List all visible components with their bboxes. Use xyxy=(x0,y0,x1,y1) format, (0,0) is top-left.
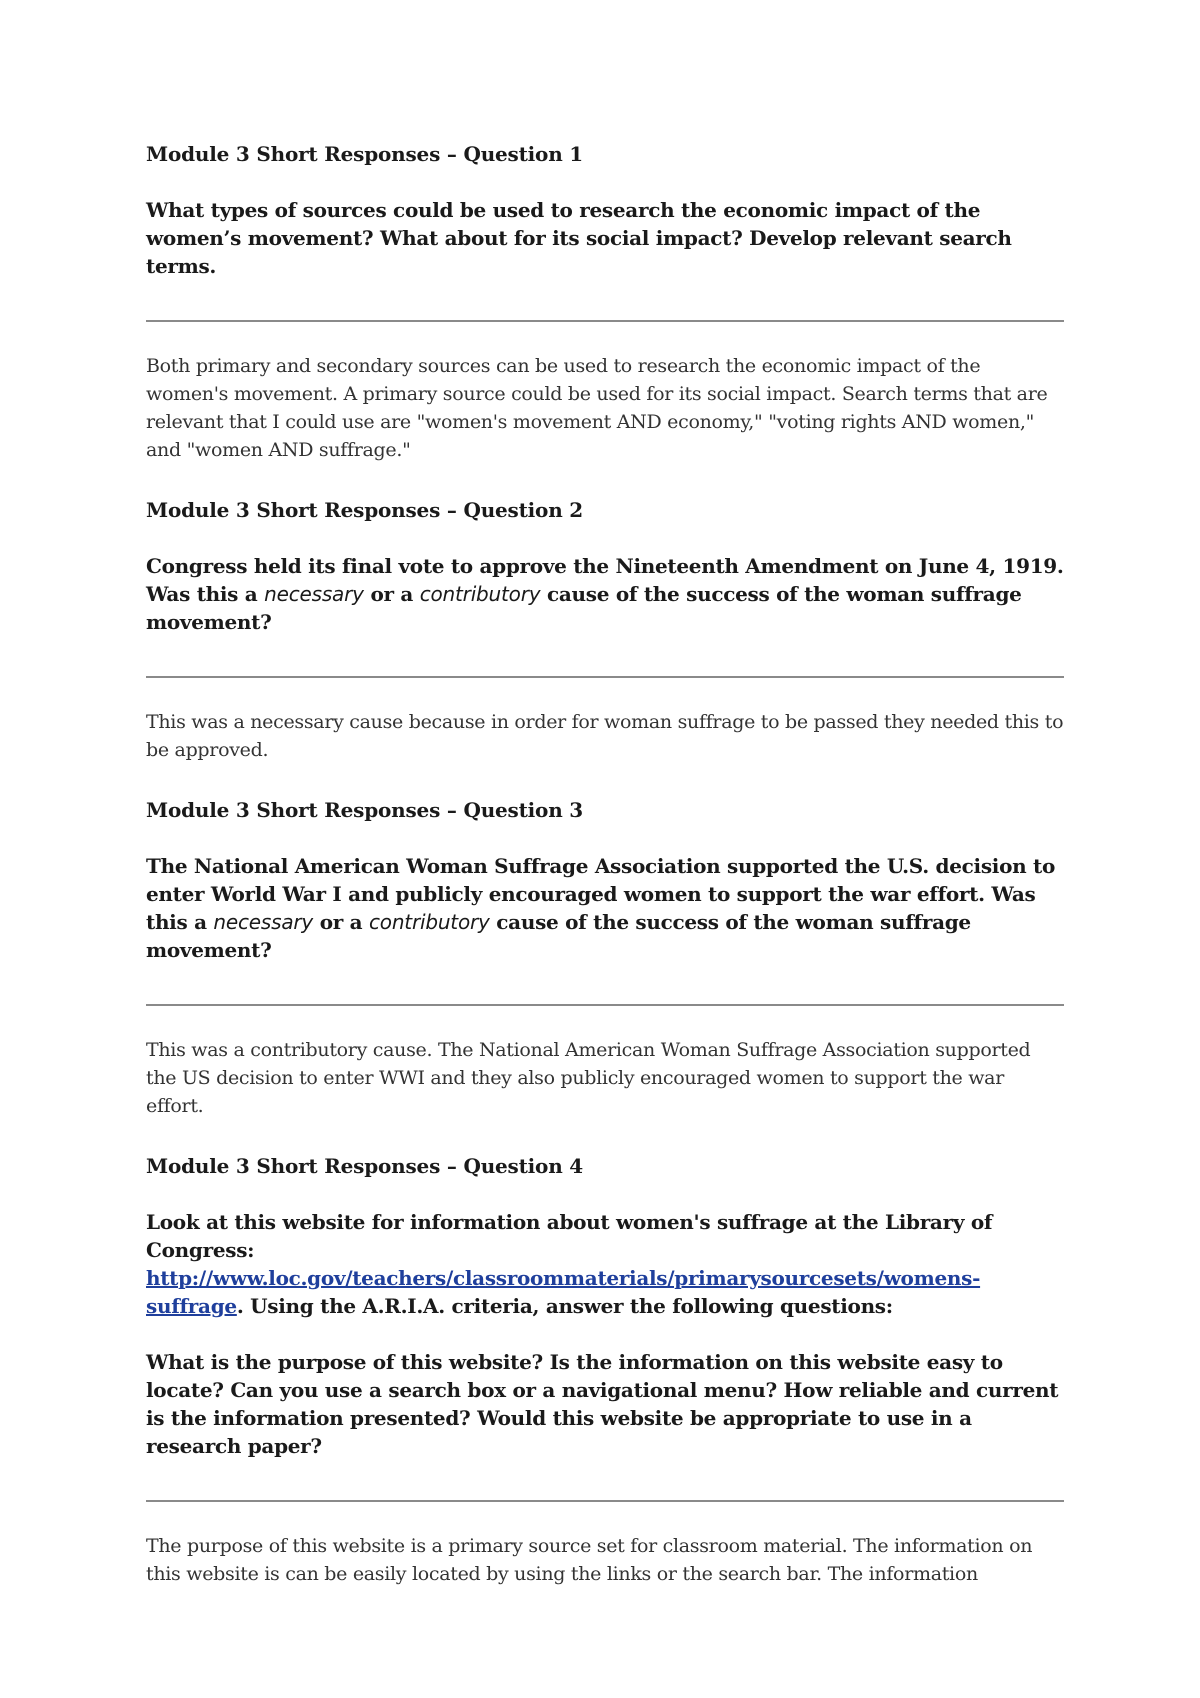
question-4-aria-questions: What is the purpose of this website? Is the information on this website easy to locate? Can you use a search box or a navigational menu? How reliable and current is the information presented? Would this website be appropriate to use in a research paper? xyxy=(146,1350,1059,1458)
question-3-contributory-term: contributory xyxy=(369,910,490,934)
question-3-prompt-text-3: cause of the success of the woman suffrage movement? xyxy=(146,910,971,962)
question-4-prompt xyxy=(146,1208,1064,1320)
question-2-prompt-text-2: or a xyxy=(363,582,420,606)
question-2-heading: Module 3 Short Responses – Question 2 xyxy=(146,498,584,522)
question-4-heading: Module 3 Short Responses – Question 4 xyxy=(146,1154,584,1178)
question-2-answer: This was a necessary cause because in order for woman suffrage to be passed they needed this to be approved. xyxy=(146,711,1064,761)
question-2-divider xyxy=(146,676,1064,678)
question-1-heading: Module 3 Short Responses – Question 1 xyxy=(146,142,584,166)
question-1-divider xyxy=(146,320,1064,322)
question-4-answer: The purpose of this website is a primary source set for classroom material. The information on this website is can be easily located by using the links or the search bar. The information xyxy=(146,1535,1033,1585)
question-2-necessary-term: necessary xyxy=(264,582,364,606)
question-2-prompt xyxy=(146,552,1064,636)
question-3-prompt xyxy=(146,852,1064,964)
question-1-section xyxy=(146,140,1064,464)
question-3-prompt-text-1: The National American Woman Suffrage Association supported the U.S. decision to enter World War I and publicly encouraged women to support the war effort. Was this a xyxy=(146,854,1056,934)
question-3-prompt-text-2: or a xyxy=(313,910,369,934)
question-3-answer: This was a contributory cause. The National American Woman Suffrage Association supported the US decision to enter WWI and they also publicly encouraged women to support the war effort. xyxy=(146,1039,1031,1117)
question-1-answer: Both primary and secondary sources can be used to research the economic impact of the women's movement. A primary source could be used for its social impact. Search terms that are relevant that I could use are "women's movement AND economy," "voting rights AND women," and "women AND suffrage." xyxy=(146,355,1048,461)
question-1-prompt: What types of sources could be used to research the economic impact of the women’s movement? What about for its social impact? Develop relevant search terms. xyxy=(146,198,1012,278)
question-3-necessary-term: necessary xyxy=(213,910,314,934)
question-3-heading: Module 3 Short Responses – Question 3 xyxy=(146,798,584,822)
question-2-prompt-text-1: Congress held its final vote to approve the Nineteenth Amendment on June 4, 1919. Was this a xyxy=(146,554,1064,606)
question-3-divider xyxy=(146,1004,1064,1006)
question-4-section xyxy=(146,1152,1064,1588)
question-2-section xyxy=(146,496,1064,764)
question-4-divider xyxy=(146,1500,1064,1502)
question-4-prompt-text-2: . Using the A.R.I.A. criteria, answer the following questions: xyxy=(236,1294,893,1318)
question-2-contributory-term: contributory xyxy=(419,582,541,606)
question-2-prompt-text-3: cause of the success of the woman suffrage movement? xyxy=(146,582,1022,634)
question-3-section xyxy=(146,796,1064,1120)
question-4-prompt-text-1: Look at this website for information about women's suffrage at the Library of Congress: xyxy=(146,1210,993,1262)
loc-womens-suffrage-link[interactable]: http://www.loc.gov/teachers/classroommaterials/primarysourcesets/womens-suffrage xyxy=(146,1266,981,1318)
